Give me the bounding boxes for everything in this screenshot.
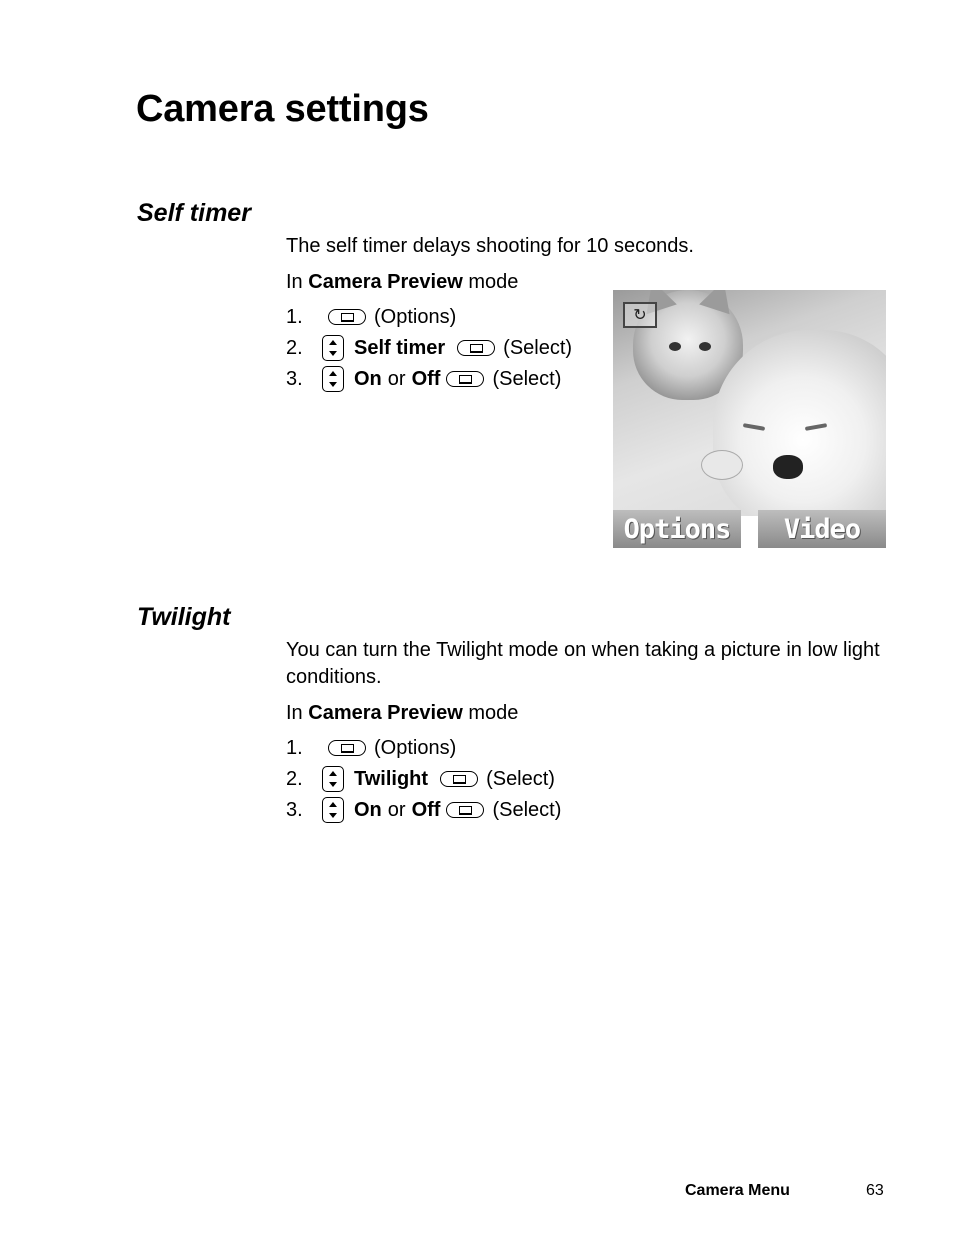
softkey-icon [446,802,484,818]
step-item: Self timer [354,336,446,359]
step-off: Off [411,367,441,390]
softkey-icon [328,309,366,325]
mode-name: Camera Preview [308,271,463,293]
twilight-step-1 [286,734,456,762]
self-timer-step-2 [286,334,572,362]
navigation-key-icon [322,766,344,792]
step-on: On [354,798,382,821]
footer-section-name: Camera Menu [685,1182,790,1199]
section-heading-self-timer: Self timer [137,199,251,227]
step-action: (Select) [492,367,562,390]
navigation-key-icon [322,797,344,823]
mode-prefix: In [286,271,303,293]
preview-photo [613,290,886,516]
self-timer-description: The self timer delays shooting for 10 seconds. [286,235,694,257]
self-timer-mode-line [286,269,518,296]
step-off: Off [411,798,441,821]
twilight-step-2 [286,765,555,793]
self-timer-step-3 [286,365,561,393]
self-timer-step-1 [286,303,456,331]
step-or: or [387,367,406,390]
navigation-key-icon [322,366,344,392]
paw-image [701,450,743,480]
mode-prefix: In [286,702,303,724]
twilight-step-3 [286,796,561,824]
section-heading-twilight: Twilight [137,603,231,631]
twilight-description: You can turn the Twilight mode on when taking a picture in low light conditions. [286,639,880,688]
step-item: Twilight [354,767,429,790]
step-action: (Options) [374,305,457,328]
page-title: Camera settings [136,88,429,130]
softkey-icon [328,740,366,756]
step-number: 3. [286,798,303,821]
mode-suffix: mode [468,271,519,293]
step-number: 1. [286,305,303,328]
softkey-icon [457,340,495,356]
self-timer-icon: ↻ [623,302,657,328]
step-action: (Select) [492,798,562,821]
step-number: 2. [286,767,303,790]
softkey-icon [440,771,478,787]
step-action: (Select) [503,336,573,359]
step-action: (Options) [374,736,457,759]
video-softkey[interactable]: Video [758,510,886,548]
mode-suffix: mode [468,702,519,724]
softkey-icon [446,371,484,387]
options-softkey[interactable]: Options [613,510,741,548]
navigation-key-icon [322,335,344,361]
step-on: On [354,367,382,390]
step-number: 1. [286,736,303,759]
mode-name: Camera Preview [308,702,463,724]
step-number: 2. [286,336,303,359]
camera-preview-screen [613,276,886,548]
step-or: or [387,798,406,821]
twilight-mode-line [286,700,518,727]
step-number: 3. [286,367,303,390]
step-action: (Select) [486,767,555,790]
page-number: 63 [866,1182,884,1199]
